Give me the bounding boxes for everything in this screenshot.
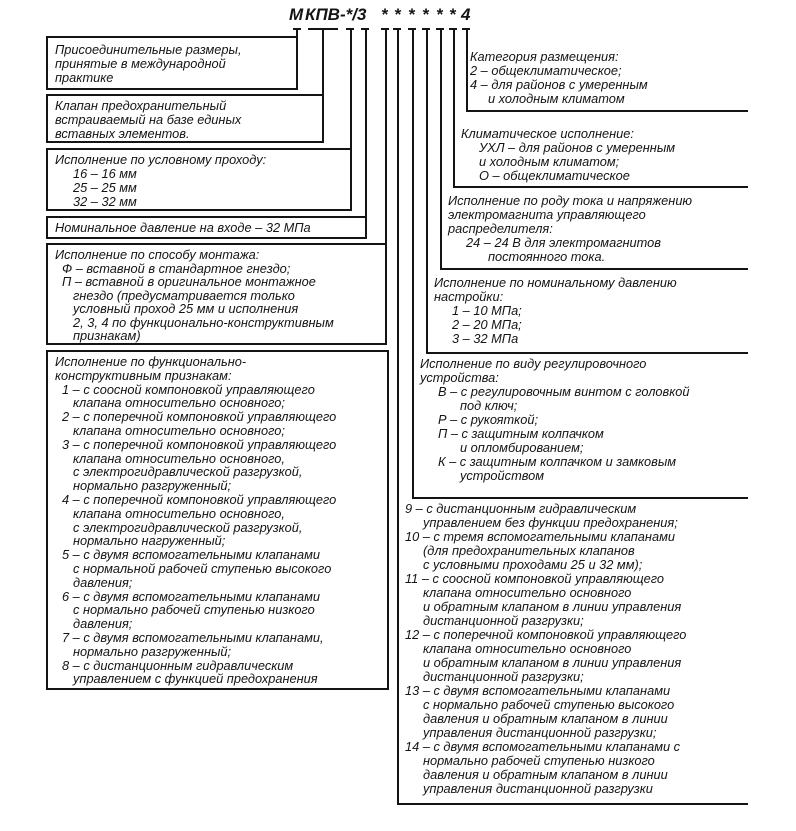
text-line: Ф – вставной в стандартное гнездо; xyxy=(62,260,291,276)
block-inlet-pressure xyxy=(46,216,367,239)
text-line: 2 – с поперечной компоновкой управляющего xyxy=(62,409,337,425)
text-line: клапана относительно основного, xyxy=(73,505,285,521)
text-line: с электрогидравлической разгрузкой, xyxy=(73,519,303,535)
text-line: 3 – с поперечной компоновкой управляющего xyxy=(62,436,337,452)
text-line: 16 – 16 мм xyxy=(73,166,137,181)
block-functional-design xyxy=(46,350,389,690)
code-token: -*/3 xyxy=(340,5,367,24)
text-line: и обратным клапаном в линии управления xyxy=(423,655,682,670)
text-line: 1 – 10 МПа; xyxy=(452,303,522,318)
text-line: давления; xyxy=(73,616,133,632)
text-line: 10 – с тремя вспомогательными клапанами xyxy=(405,529,675,544)
text-line: постоянного тока. xyxy=(488,249,606,264)
text-line: управлением с функцией предохранения xyxy=(73,671,318,687)
block-underline xyxy=(397,803,748,805)
text-line: Исполнение по условному проходу: xyxy=(55,152,267,167)
text-line: Клапан предохранительный xyxy=(55,98,227,113)
text-line: и холодным климатом; xyxy=(479,154,620,169)
block-international-dimensions xyxy=(46,36,298,90)
text-line: распределителя: xyxy=(448,221,553,236)
block-underline xyxy=(453,186,748,188)
block-underline xyxy=(426,352,748,354)
callout-line xyxy=(466,30,468,112)
text-line: с условными проходами 25 и 32 мм); xyxy=(423,557,643,572)
text-line: гнездо (предусматривается только xyxy=(73,287,295,303)
text-line: устройства: xyxy=(420,370,499,385)
text-line: Исполнение по способу монтажа: xyxy=(55,247,260,262)
text-line: 4 – для районов с умеренным xyxy=(470,77,648,92)
code-token: 4 xyxy=(461,5,471,24)
text-line: с нормальной рабочей ступенью высокого xyxy=(73,560,332,576)
text-line: Исполнение по роду тока и напряжению xyxy=(448,193,693,208)
text-line: Исполнение по номинальному давлению xyxy=(434,275,677,290)
text-line: 11 – с соосной компоновкой управляющего xyxy=(405,571,664,586)
text-line: 5 – с двумя вспомогательными клапанами xyxy=(62,547,320,563)
code-token: КПВ xyxy=(305,5,340,24)
text-line: признакам) xyxy=(73,328,141,343)
text-line: дистанционной разгрузки; xyxy=(423,613,584,628)
text-line: с нормально рабочей ступенью низкого xyxy=(73,602,315,618)
text-line: 1 – с соосной компоновкой управляющего xyxy=(62,381,315,397)
text-line: под ключ; xyxy=(460,398,518,413)
code-token: * xyxy=(449,5,456,24)
text-line: управления дистанционной разгрузки xyxy=(423,781,653,796)
text-line: нормально рабочей ступенью низкого xyxy=(423,753,655,768)
text-line: П – вставной в оригинальное монтажное xyxy=(62,274,316,289)
text-line: 4 – с поперечной компоновкой управляющего xyxy=(62,491,337,507)
text-line: управлением без функции предохранения; xyxy=(423,515,678,530)
text-line: 13 – с двумя вспомогательными клапанами xyxy=(405,683,671,698)
text-line: Климатическое исполнение: xyxy=(461,126,634,141)
code-token: * xyxy=(408,5,415,24)
text-line: и опломбированием; xyxy=(460,440,584,455)
text-line: 2 – 20 МПа; xyxy=(452,317,522,332)
text-line: встраиваемый на базе единых xyxy=(55,112,242,127)
text-line: нормально разгруженный; xyxy=(73,478,232,494)
block-functional-design-continued xyxy=(405,502,742,796)
text-line: условный проход 25 мм и исполнения xyxy=(73,301,299,316)
block-underline xyxy=(466,110,748,112)
text-line: 3 – 32 МПа xyxy=(452,331,519,346)
block-mounting xyxy=(46,243,387,345)
text-line: и обратным клапаном в линии управления xyxy=(423,599,682,614)
callout-line xyxy=(365,30,367,239)
text-line: УХЛ – для районов с умеренным xyxy=(479,140,676,155)
code-token: * xyxy=(381,5,388,24)
text-line: вставных элементов. xyxy=(55,126,190,141)
text-line: К – с защитным колпачком и замковым xyxy=(438,454,677,469)
block-placement-category xyxy=(470,50,742,106)
text-line: с нормально рабочей ступенью высокого xyxy=(423,697,675,712)
callout-line xyxy=(453,30,455,188)
text-line: (для предохранительных клапанов xyxy=(423,543,635,558)
text-line: 2, 3, 4 по функционально-конструктивным xyxy=(73,314,334,330)
callout-line xyxy=(426,30,428,354)
block-climatic-version xyxy=(461,127,742,183)
text-line: Исполнение по функционально- xyxy=(55,354,247,369)
text-line: клапана относительно основного xyxy=(423,641,632,656)
text-line: 6 – с двумя вспомогательными клапанами xyxy=(62,588,320,604)
code-token: * xyxy=(436,5,443,24)
text-line: П – с защитным колпачком xyxy=(438,426,604,441)
text-line: конструктивным признакам: xyxy=(55,367,232,383)
designation-code xyxy=(0,5,796,27)
text-line: электромагнита управляющего xyxy=(448,207,646,222)
callout-line xyxy=(412,30,414,499)
text-line: устройством xyxy=(460,468,545,483)
text-line: настройки: xyxy=(434,289,504,304)
code-token: М xyxy=(289,5,304,24)
text-line: с электрогидравлической разгрузкой, xyxy=(73,464,303,480)
block-underline xyxy=(412,497,748,499)
block-current-voltage xyxy=(448,194,742,264)
block-nominal-bore xyxy=(46,148,352,211)
text-line: Исполнение по виду регулировочного xyxy=(420,356,647,371)
code-token: * xyxy=(422,5,429,24)
text-line: давления; xyxy=(73,574,133,590)
text-line: клапана относительно основного, xyxy=(73,450,285,466)
code-token: * xyxy=(394,5,401,24)
text-line: Р – с рукояткой; xyxy=(438,412,539,427)
text-line: В – с регулировочным винтом с головкой xyxy=(438,384,690,399)
text-line: 32 – 32 мм xyxy=(73,194,137,209)
text-line: 25 – 25 мм xyxy=(73,180,137,195)
text-line: 2 – общеклиматическое; xyxy=(470,63,622,78)
text-line: дистанционной разгрузки; xyxy=(423,669,584,684)
text-line: 7 – с двумя вспомогательными клапанами, xyxy=(62,629,324,645)
text-line: 14 – с двумя вспомогательными клапанами с xyxy=(405,739,681,754)
text-line: давления и обратным клапаном в линии xyxy=(423,767,668,782)
text-line: клапана относительно основного; xyxy=(73,422,285,438)
text-line: Категория размещения: xyxy=(470,49,619,64)
block-regulator-type xyxy=(420,357,742,483)
text-line: практике xyxy=(55,70,114,85)
text-line: 9 – с дистанционным гидравлическим xyxy=(405,501,637,516)
text-line: и холодным климатом xyxy=(488,91,625,106)
text-line: нормально нагруженный; xyxy=(73,533,226,549)
text-line: 24 – 24 В для электромагнитов xyxy=(466,235,661,250)
text-line: нормально разгруженный; xyxy=(73,643,232,659)
text-line: Присоединительные размеры, xyxy=(55,42,242,57)
block-setting-pressure xyxy=(434,276,742,346)
text-line: Номинальное давление на входе – 32 МПа xyxy=(55,220,311,235)
callout-line xyxy=(397,30,399,805)
text-line: управления дистанционной разгрузки; xyxy=(423,725,657,740)
text-line: давления и обратным клапаном в линии xyxy=(423,711,668,726)
block-underline xyxy=(440,268,748,270)
text-line: 12 – с поперечной компоновкой управляющего xyxy=(405,627,687,642)
block-valve-type xyxy=(46,94,324,143)
text-line: клапана относительно основного; xyxy=(73,395,285,411)
text-line: принятые в международной xyxy=(55,56,226,71)
text-line: клапана относительно основного xyxy=(423,585,632,600)
text-line: О – общеклиматическое xyxy=(479,168,630,183)
callout-line xyxy=(440,30,442,270)
text-line: 8 – с дистанционным гидравлическим xyxy=(62,657,294,673)
